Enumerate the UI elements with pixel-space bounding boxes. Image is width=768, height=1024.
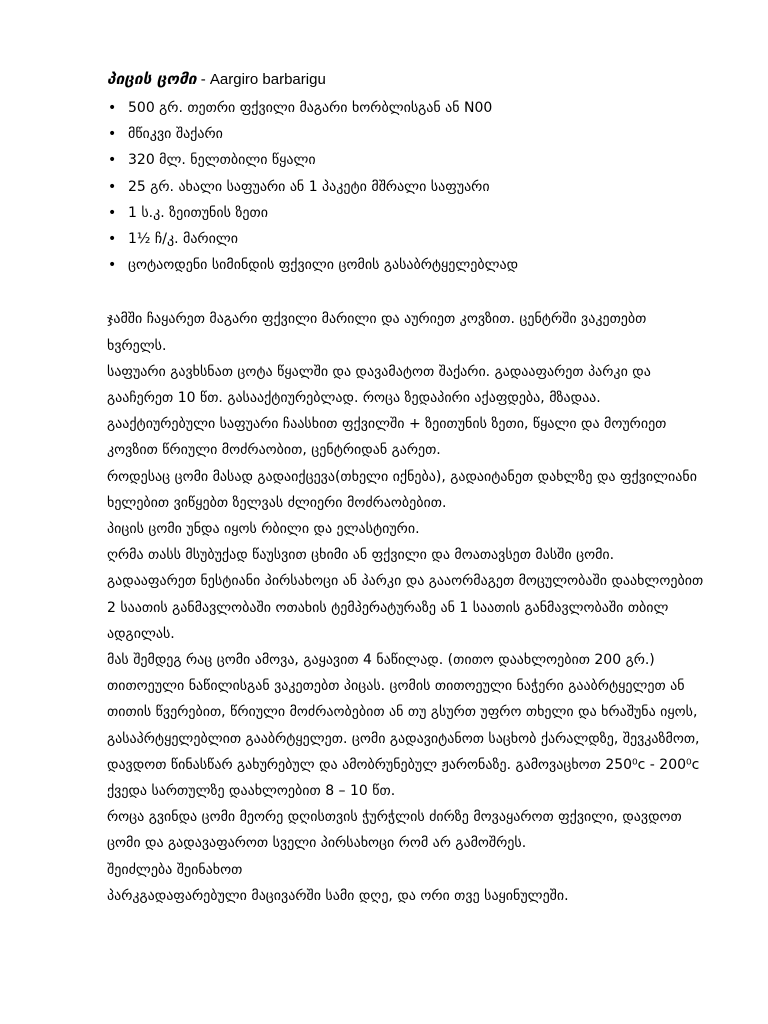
recipe-title-georgian: პიცის ცომი <box>107 70 197 88</box>
ingredient-text: 1½ ჩ/კ. მარილი <box>128 231 238 248</box>
instruction-paragraph: პარკგადაფარებული მაცივარში სამი დღე, და ორი თვე საყინულეში. <box>107 887 569 904</box>
ingredient-item <box>107 226 707 252</box>
instructions-section <box>107 306 707 909</box>
recipe-title <box>107 66 707 93</box>
bullet-icon: • <box>108 204 117 221</box>
ingredient-text: 1 ს.კ. ზეითუნის ზეთი <box>128 204 268 221</box>
ingredient-item <box>107 147 707 173</box>
ingredients-list <box>107 95 707 278</box>
bullet-icon: • <box>108 152 117 169</box>
instruction-paragraph: პიცის ცომი უნდა იყოს რბილი და ელასტიური. <box>107 521 420 538</box>
ingredient-item <box>107 200 707 226</box>
bullet-icon: • <box>108 100 117 116</box>
ingredient-item <box>107 95 707 121</box>
ingredient-text: ცოტაოდენი სიმინდის ფქვილი ცომის გასაბრტყელებლად <box>128 257 519 274</box>
document-page <box>107 66 707 909</box>
instruction-paragraph: შეიძლება შეინახოთ <box>107 861 243 878</box>
ingredient-item <box>107 121 707 147</box>
instruction-paragraph: ჯამში ჩაყარეთ მაგარი ფქვილი მარილი და აურიეთ კოვზით. ცენტრში ვაკეთებთ ხვრელს. <box>107 311 647 354</box>
ingredient-item <box>107 174 707 200</box>
bullet-icon: • <box>108 126 117 143</box>
instruction-paragraph: გააქტიურებული საფუარი ჩაასხით ფქვილში + ზეითუნის ზეთი, წყალი და მოურიეთ კოვზით წრიული მოძრაობით, ცენტრიდან გარეთ. <box>107 416 667 459</box>
bullet-icon: • <box>108 178 117 195</box>
ingredient-text: მწიკვი შაქარი <box>128 126 223 143</box>
bullet-icon: • <box>108 257 117 274</box>
ingredient-text: 500 გრ. თეთრი ფქვილი მაგარი ხორბლისგან ან N00 <box>128 100 493 116</box>
instruction-paragraph: როდესაც ცომი მასად გადაიქცევა(თხელი იქნება), გადაიტანეთ დახლზე და ფქვილიანი ხელებით ვიწყებთ ზელვას ძლიერი მოძრაობებით. <box>107 468 697 511</box>
instruction-paragraph: საფუარი გავხსნათ ცოტა წყალში და დავამატოთ შაქარი. გადააფარეთ პარკი და გააჩერეთ 10 წთ. გასააქტიურებლად. როცა ზედაპირი აქაფდება, მზადაა. <box>107 363 651 407</box>
ingredient-text: 320 მლ. ნელთბილი წყალი <box>128 152 316 169</box>
ingredient-item <box>107 252 707 278</box>
ingredient-text: 25 გრ. ახალი საფუარი ან 1 პაკეტი მშრალი საფუარი <box>128 178 490 195</box>
bullet-icon: • <box>108 231 117 248</box>
instruction-paragraph: ღრმა თასს მსუბუქად წაუსვით ცხიმი ან ფქვილი და მოათავსეთ მასში ცომი. გადააფარეთ ნესტიანი პირსახოცი ან პარკი და გააორმაგეთ მოცულობაში დაახლოებით 2 საათის განმავლობაში ოთახის ტემპერატურაზე ან 1 საათის განმავლობაში თბილ ადგილას. <box>107 547 704 642</box>
instruction-paragraph: მას შემდეგ რაც ცომი ამოვა, გაყავით 4 ნაწილად. (თითო დაახლოებით 200 გრ.) თითოეული ნაწილისგან ვაკეთებთ პიცას. ცომის თითოეული ნაჭერი გააბრტყელეთ ან თითის წვერებით, წრიული მოძრაობებით ან თუ გსურთ უფრო თხელი და ხრაშუნა იყოს, გასაპრტყელებლით გააბრტყელეთ. ცომი გადავიტანოთ საცხობ ქარალდზე, შევკაზმოთ, დავდოთ წინასწარ გახურებულ და ამობრუნებულ ჟარონაზე. გამოვაცხოთ 250⁰c - 200⁰c ქვედა სართულზე დაახლოებით 8 – 10 წთ. <box>107 652 700 800</box>
recipe-title-author: - Aargiro barbarigu <box>196 71 326 88</box>
instruction-paragraph: როცა გვინდა ცომი მეორე დღისთვის ჭურჭლის ძირზე მოვაყაროთ ფქვილი, დავდოთ ცომი და გადავაფაროთ სველი პირსახოცი რომ არ გამოშრეს. <box>107 809 682 852</box>
